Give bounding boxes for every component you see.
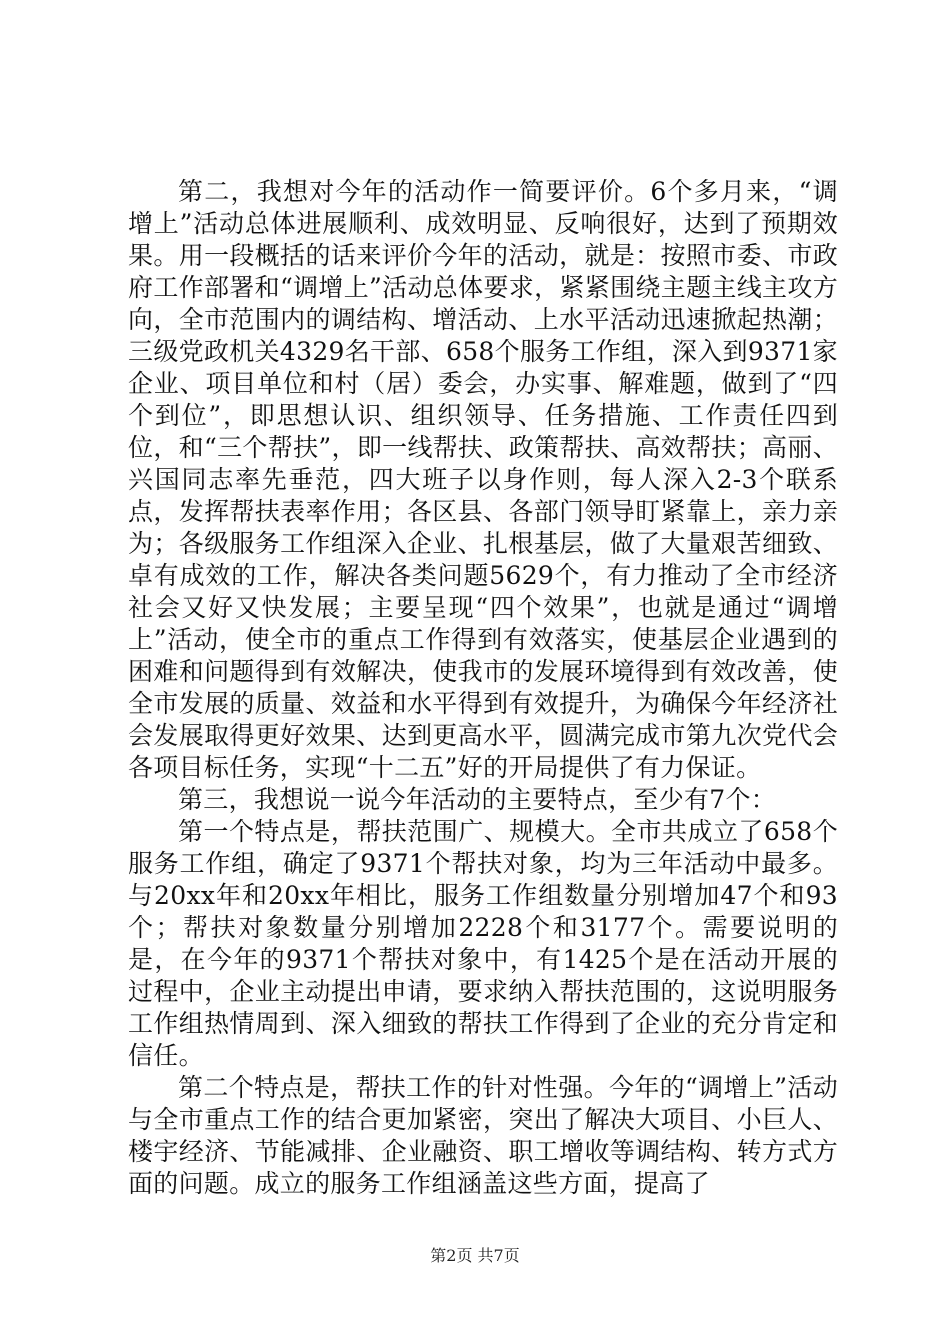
paragraph-feature-one: 第一个特点是，帮扶范围广、规模大。全市共成立了658个服务工作组，确定了9371个帮扶对象，均为三年活动中最多。与20xx年和20xx年相比，服务工作组数量分别增加47个和93个；帮扶对象数量分别增加2228个和3177个。需要说明的是，在今年的9371个帮扶对象中，有1425个是在活动开展的过程中，企业主动提出申请，要求纳入帮扶范围的，这说明服务工作组热情周到、深入细致的帮扶工作得到了企业的充分肯定和信任。: [128, 817, 838, 1070]
paragraph-features-intro: 第三，我想说一说今年活动的主要特点，至少有7个：: [178, 785, 777, 814]
page-number-footer: 第2页 共7页: [430, 1246, 520, 1265]
paragraph-feature-two: 第二个特点是，帮扶工作的针对性强。今年的“调增上”活动与全市重点工作的结合更加紧密，突出了解决大项目、小巨人、楼宇经济、节能减排、企业融资、职工增收等调结构、转方式方面的问题。成立的服务工作组涵盖这些方面，提高了: [128, 1073, 838, 1198]
document-body: [128, 176, 838, 1200]
paragraph-evaluation: 第二，我想对今年的活动作一简要评价。6个多月来，“调增上”活动总体进展顺利、成效明显、反响很好，达到了预期效果。用一段概括的话来评价今年的活动，就是：按照市委、市政府工作部署和“调增上”活动总体要求，紧紧围绕主题主线主攻方向，全市范围内的调结构、增活动、上水平活动迅速掀起热潮；三级党政机关4329名干部、658个服务工作组，深入到9371家企业、项目单位和村（居）委会，办实事、解难题，做到了“四个到位”，即思想认识、组织领导、任务措施、工作责任四到位，和“三个帮扶”，即一线帮扶、政策帮扶、高效帮扶；高丽、兴国同志率先垂范，四大班子以身作则，每人深入2-3个联系点，发挥帮扶表率作用；各区县、各部门领导盯紧靠上，亲力亲为；各级服务工作组深入企业、扎根基层，做了大量艰苦细致、卓有成效的工作，解决各类问题5629个，有力推动了全市经济社会又好又快发展；主要呈现“四个效果”，也就是通过“调增上”活动，使全市的重点工作得到有效落实，使基层企业遇到的困难和问题得到有效解决，使我市的发展环境得到有效改善，使全市发展的质量、效益和水平得到有效提升，为确保今年经济社会发展取得更好效果、达到更高水平，圆满完成市第九次党代会各项目标任务，实现“十二五”好的开局提供了有力保证。: [128, 177, 838, 782]
